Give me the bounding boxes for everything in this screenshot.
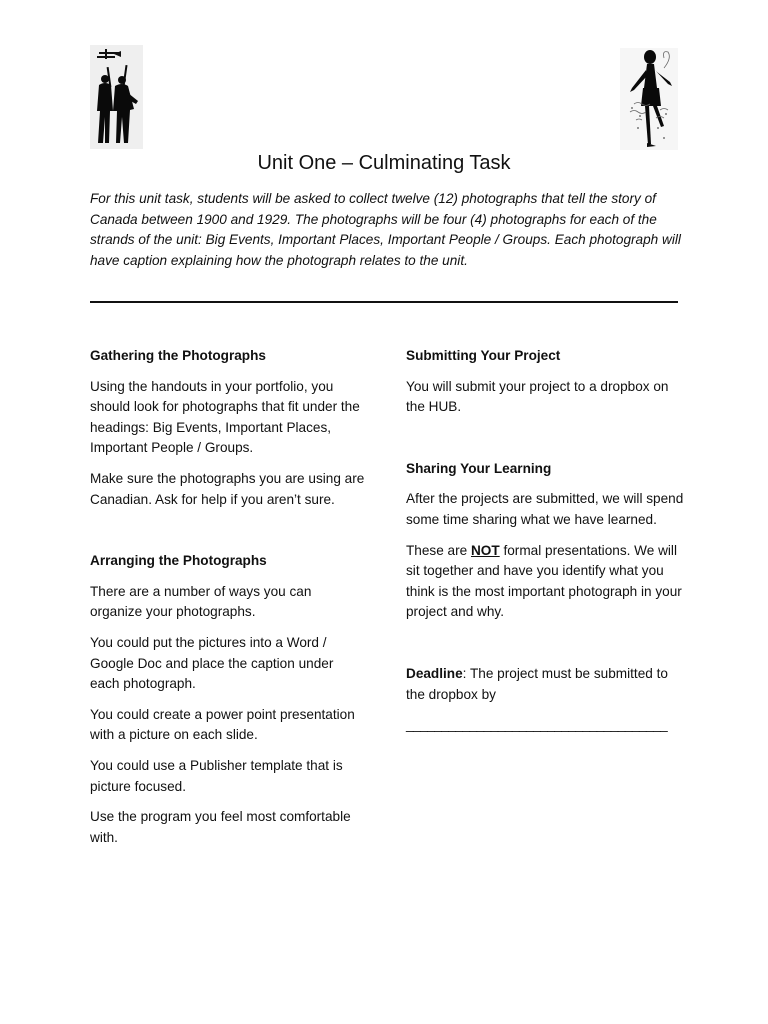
- not-emphasis: NOT: [470, 542, 500, 558]
- page-title: Unit One – Culminating Task: [257, 152, 511, 174]
- sharing-paragraph-1: After the projects are submitted, we will spend some time sharing what we have learned.: [406, 491, 684, 527]
- gathering-heading: Gathering the Photographs: [90, 348, 266, 363]
- sharing-text-before: These are: [406, 542, 471, 558]
- horizontal-divider: [90, 301, 678, 303]
- arranging-paragraph-5: Use the program you feel most comfortable with.: [90, 809, 351, 845]
- submitting-paragraph: You will submit your project to a dropbox on the HUB.: [406, 378, 669, 415]
- submitting-heading: Submitting Your Project: [406, 348, 561, 363]
- gathering-paragraph-2: Make sure the photographs you are using are Canadian. Ask for help if you aren’t sure.: [90, 470, 365, 507]
- deadline-paragraph: [406, 664, 684, 705]
- section-spacer: [406, 428, 684, 459]
- sharing-heading: Sharing Your Learning: [406, 460, 552, 476]
- arranging-paragraph-3: You could create a power point presentation with a picture on each slide.: [90, 706, 355, 743]
- right-column: [406, 346, 684, 736]
- section-spacer: [90, 520, 365, 551]
- deadline-label: Deadline: [406, 665, 463, 681]
- intro-paragraph: For this unit task, students will be asked to collect twelve (12) photographs that tell the story of Canada between 1900 and 1929. The photographs will be four (4) photographs for each of the strands of the unit: Big Events, Important Places, Important People / Groups. Each photograph will have caption explaining how the photograph relates to the unit.: [90, 191, 681, 268]
- arranging-paragraph-2: You could put the pictures into a Word / Google Doc and place the caption under each photograph.: [90, 634, 334, 692]
- section-spacer: [406, 633, 684, 664]
- arranging-paragraph-1: There are a number of ways you can organize your photographs.: [90, 583, 312, 620]
- soldiers-image: [90, 45, 143, 149]
- flapper-dancer-image: [620, 48, 678, 150]
- left-column: [90, 346, 365, 858]
- sharing-text-after: formal presentations. We will sit together and have you identify what you think is the most important photograph in your project and why.: [406, 542, 682, 620]
- deadline-text: : The project must be submitted to the dropbox by: [406, 665, 668, 702]
- arranging-paragraph-4: You could use a Publisher template that is picture focused.: [90, 757, 343, 794]
- sharing-paragraph-2: [406, 541, 684, 623]
- arranging-heading: Arranging the Photographs: [90, 553, 267, 569]
- gathering-paragraph-1: Using the handouts in your portfolio, you should look for photographs that fit under the headings: Big Events, Important Places, Important People / Groups.: [90, 378, 360, 456]
- deadline-blank-line: _____________________________________: [406, 717, 668, 733]
